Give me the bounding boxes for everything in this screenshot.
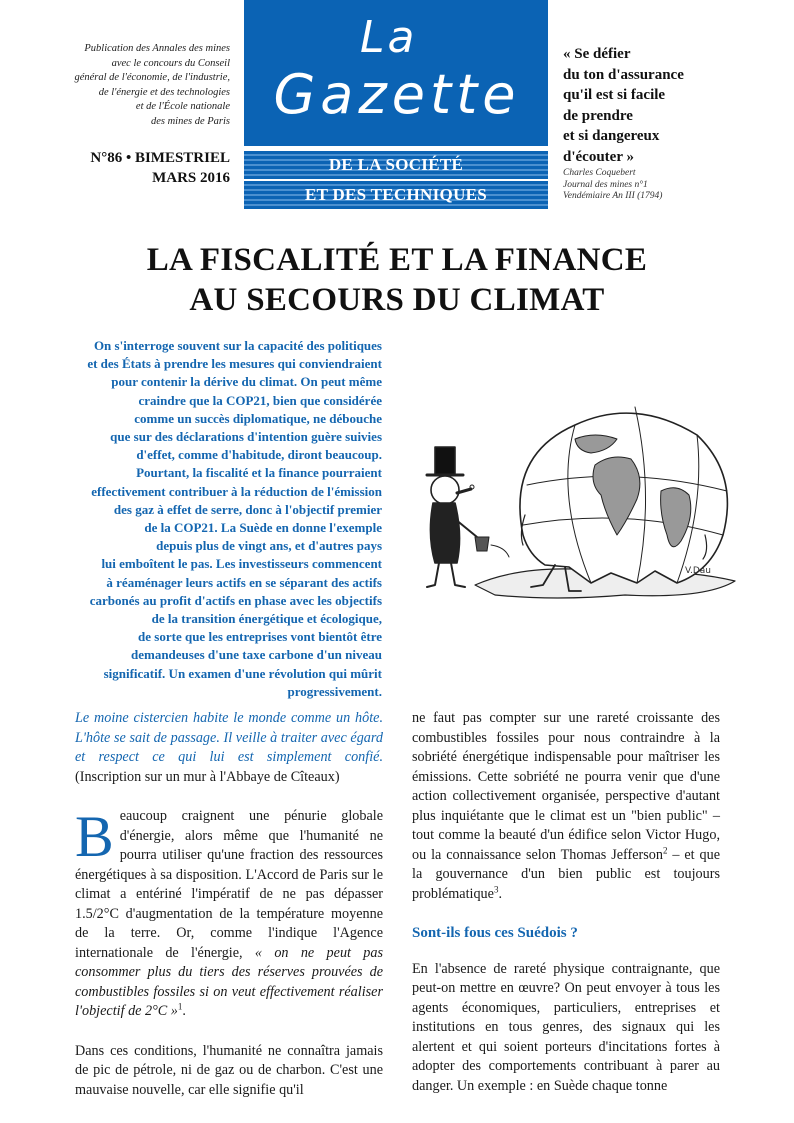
quote-line: « Se défier	[563, 46, 631, 62]
lead-line: effectivement contribuer à la réduction de l'émission	[91, 483, 382, 499]
quote-source-line: Vendémiaire An III (1794)	[563, 191, 663, 201]
drop-cap: B	[75, 804, 114, 869]
lead-line: que sur des déclarations d'intention guère suivies	[110, 429, 382, 445]
tycoon-body	[430, 503, 459, 563]
masthead-band-techniques	[244, 181, 548, 209]
quote-line: du ton d'assurance	[563, 66, 684, 83]
quote-line: de prendre	[563, 107, 633, 124]
masthead-band-societe	[244, 151, 548, 179]
quote-line: qu'il est si facile	[563, 87, 666, 103]
headline-line-2: AU SECOURS DU CLIMAT	[189, 282, 605, 318]
lead-line: demandeuses d'une taxe carbone d'un niveau	[130, 647, 382, 663]
masthead-gazette: Gazette	[273, 63, 521, 126]
paragraph-text: ne faut pas compter sur une rareté croissante des combustibles fossiles pour nous contraindre à la sobriété énergétique indispensable pour maîtriser les émissions. Cette sobriété ne pourra venir que d'une action collectivement organisée, perspective d'autant plus inquiétante que le climat est un "bien public" – tout comme la beauté d'un édifice selon Victor Hugo, ou la connaissance selon Thomas Jefferson	[412, 710, 720, 863]
paragraph-text: – et que la gouvernance d'un bien public est toujours problématique	[412, 846, 720, 902]
section-subheading: Sont-ils fous ces Suédois ?	[412, 925, 578, 941]
paragraph: En l'absence de rareté physique contraignante, que peut-on mettre en œuvre? On peut envoyer à tous les agents économiques, particuliers, entreprises et institutions en tous genres, des signaux qui les alertent et qui soient porteurs d'incitations fortes à adopter des comportements contribuant à parer au danger. Un exemple : en Suède chaque tonne	[412, 960, 720, 1094]
quote-line: d'écouter »	[563, 148, 634, 165]
masthead-la: La	[360, 12, 418, 63]
footnote-ref: 1	[177, 1001, 183, 1012]
epigraph	[75, 709, 383, 787]
paragraph	[412, 709, 720, 904]
lead-line: de la transition énergétique et écologique,	[151, 611, 382, 627]
watering-can	[475, 537, 489, 551]
epigraph-reference: (Inscription sur un mur à l'Abbaye de Cîteaux)	[75, 768, 340, 785]
pub-info-line: des mines de Paris	[150, 115, 230, 127]
lead-line: d'effet, comme d'habitude, diront beaucoup.	[136, 447, 382, 463]
pub-info-line: de l'énergie et des technologies	[98, 86, 230, 98]
melting-globe-cartoon	[405, 395, 745, 610]
masthead-band-text: DE LA SOCIÉTÉ	[328, 155, 464, 174]
lead-line: On s'interroge souvent sur la capacité des politiques	[93, 338, 382, 353]
masthead-band-text: ET DES TECHNIQUES	[304, 185, 488, 204]
lead-line: depuis plus de vingt ans, et d'autres pays	[156, 538, 382, 554]
quote-source	[563, 168, 763, 203]
lead-line: significatif. Un examen d'une révolution qui mûrit	[103, 665, 382, 681]
lead-line: pour contenir la dérive du climat. On peut même	[111, 374, 382, 390]
column-1	[75, 709, 383, 1120]
quote-source-line: Journal des mines n°1	[563, 179, 648, 190]
headline-line-1: LA FISCALITÉ ET LA FINANCE	[146, 242, 648, 278]
footnote-ref: 2	[662, 844, 668, 855]
iea-quote: « on ne peut pas consommer plus du tiers des réserves prouvées de combustibles fossiles si on veut effectivement réaliser l'objectif de 2°C »	[75, 944, 384, 1019]
lead-line: craindre que la COP21, bien que considérée	[138, 392, 382, 408]
article-lead	[60, 337, 382, 701]
pub-info-line: et de l'École nationale	[135, 101, 230, 112]
lead-line: de la COP21. La Suède en donne l'exemple	[144, 520, 382, 536]
pub-info-line: avec le concours du Conseil	[111, 57, 230, 69]
lead-line: et des États à prendre les mesures qui conviendraient	[87, 356, 382, 372]
issue-date: MARS 2016	[152, 170, 230, 186]
lead-line: lui emboîtent le pas. Les investisseurs commencent	[101, 556, 382, 572]
publication-info	[40, 42, 230, 129]
epigraph-text: Le moine cistercien habite le monde comme un hôte. L'hôte se sait de passage. Il veille à traiter avec égard et respect ce qui lui est simplement confié.	[75, 710, 383, 765]
tycoon-head	[431, 476, 459, 504]
column-2	[412, 709, 720, 1116]
issue-info	[40, 148, 230, 188]
masthead-quote	[563, 44, 763, 167]
lead-line: carbonés au profit d'actifs en phase avec les objectifs	[89, 592, 382, 608]
cartoon-signature: V.Dau	[685, 566, 712, 576]
cartoon-illustration	[405, 395, 745, 610]
top-hat	[435, 447, 455, 475]
paragraph: Beaucoup craignent une pénurie globale d'énergie, alors même que l'humanité ne pourra utiliser qu'une fraction des ressources énergétiques à sa disposition. L'Accord de Paris sur le climat a entériné l'impératif de ne pas dépasser 1.5/2°C d'augmentation de la température moyenne de la terre. Or, comme l'indique l'Agence internationale de l'énergie, « on ne peut pas consommer plus du tiers des réserves prouvées de combustibles fossiles si on veut effectivement réaliser l'objectif de 2°C »$^1$.	[75, 804, 384, 1019]
paragraph-text: eaucoup craignent une pénurie globale d'énergie, alors même que l'humanité ne pourra utiliser qu'une fraction des ressources énergétiques à sa disposition. L'Accord de Paris sur le climat a entériné l'impératif de ne pas dépasser 1.5/2°C d'augmentation de la température moyenne de la terre. Or, comme l'indique l'Agence internationale de l'énergie,	[75, 808, 383, 961]
quote-line: et si dangereux	[563, 128, 660, 144]
quote-source-line: Charles Coquebert	[563, 168, 636, 178]
lead-line: des gaz à effet de serre, donc à l'objectif premier	[113, 501, 382, 517]
pub-info-line: Publication des Annales des mines	[84, 43, 230, 54]
lead-line: de sorte que les entreprises vont bientôt être	[138, 629, 382, 645]
article-headline	[40, 240, 754, 320]
lead-line: Pourtant, la fiscalité et la finance pourraient	[136, 465, 382, 481]
paragraph: Dans ces conditions, l'humanité ne connaîtra jamais de pic de pétrole, ni de gaz ou de charbon. C'est une mauvaise nouvelle, car elle signifie qu'il	[75, 1042, 383, 1098]
lead-line: à réaménager leurs actifs en se séparant des actifs	[106, 574, 382, 590]
pub-info-line: général de l'économie, de l'industrie,	[74, 72, 230, 83]
paragraph-end: .	[498, 885, 502, 902]
lead-line: comme un succès diplomatique, ne débouche	[134, 410, 382, 426]
footnote-ref: 3	[493, 883, 499, 894]
lead-line: progressivement.	[287, 683, 382, 699]
issue-number: N°86 • BIMESTRIEL	[90, 150, 230, 166]
